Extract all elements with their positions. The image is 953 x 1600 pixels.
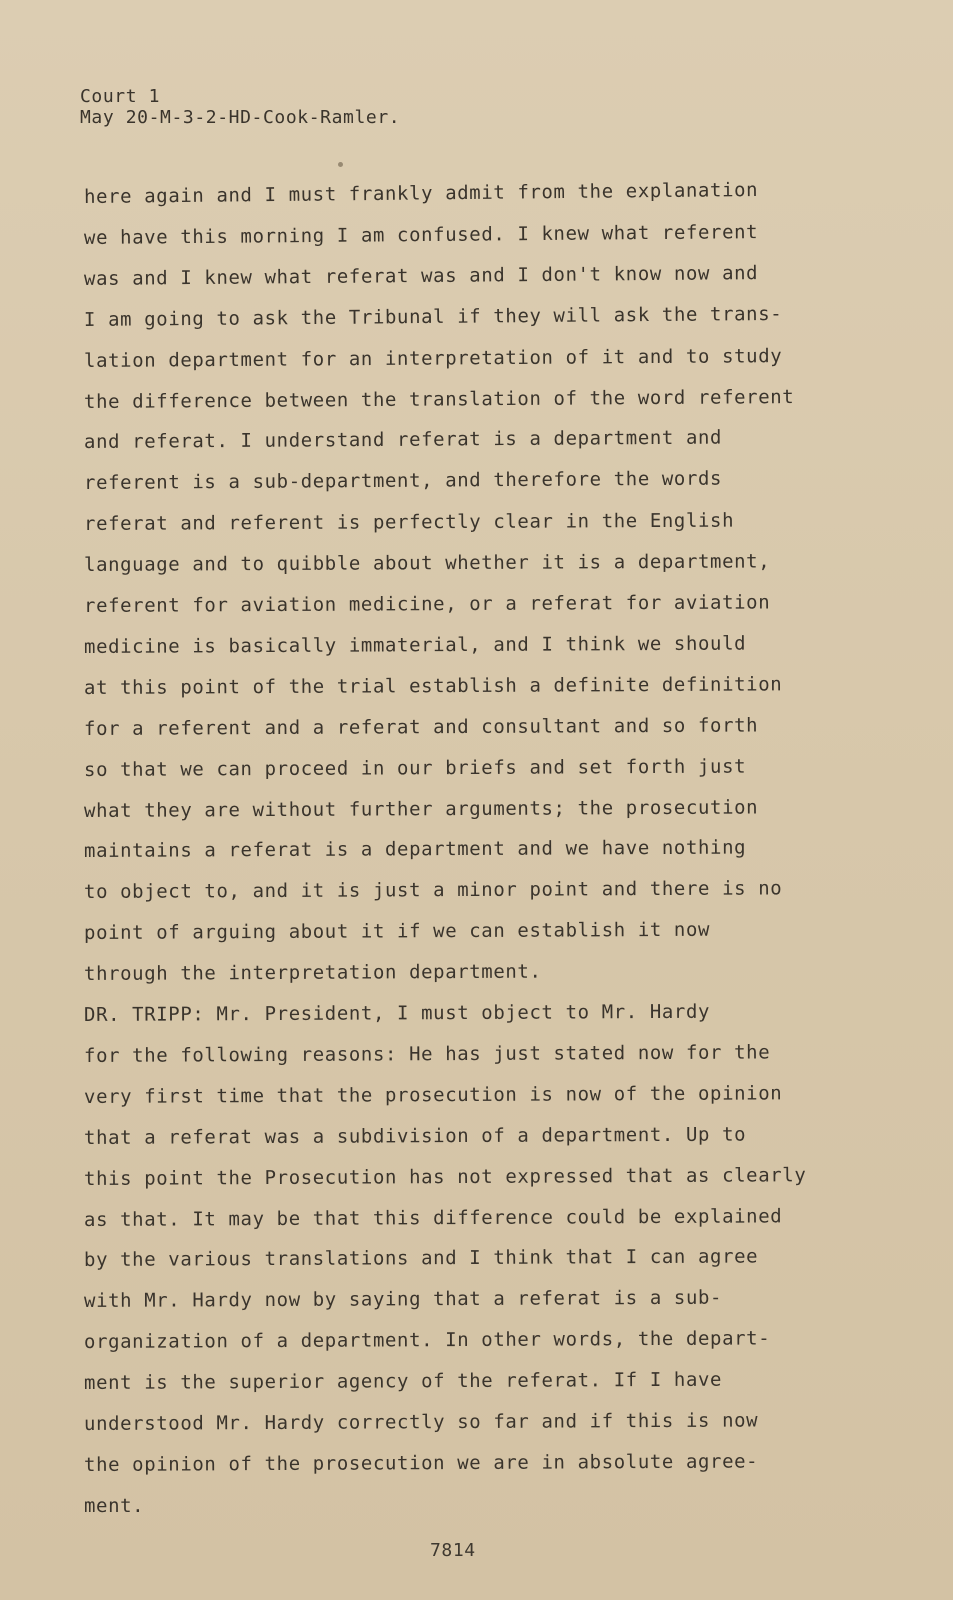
transcript-line: referent for aviation medicine, or a referat for aviation — [83, 591, 771, 617]
transcript-line: DR. TRIPP: Mr. President, I must object to Mr. Hardy — [83, 1000, 711, 1026]
transcript-line: very first time that the prosecution is now of the opinion — [83, 1082, 783, 1108]
transcript-line: I am going to ask the Tribunal if they will ask the trans- — [83, 302, 783, 331]
transcript-line: through the interpretation department. — [83, 960, 542, 986]
page-number: 7814 — [430, 1540, 476, 1561]
session-label: May 20-M-3-2-HD-Cook-Ramler. — [80, 107, 401, 128]
transcript-line: lation department for an interpretation of it and to study — [83, 344, 783, 372]
transcript-line: that a referat was a subdivision of a department. Up to — [83, 1123, 747, 1149]
transcript-line: ment. — [84, 1494, 145, 1517]
transcript-line: and referat. I understand referat is a department and — [83, 426, 723, 454]
transcript-line: for the following reasons: He has just stated now for the — [83, 1041, 771, 1067]
transcript-line: organization of a department. In other words, the depart- — [83, 1327, 771, 1354]
transcript-line: for a referent and a referat and consultant and so forth — [83, 714, 759, 740]
transcript-line: was and I knew what referat was and I don't know now and — [83, 261, 759, 290]
court-label: Court 1 — [80, 86, 161, 107]
transcript-line: referent is a sub-department, and therefore the words — [83, 467, 723, 495]
transcript-line: ment is the superior agency of the referat. If I have — [83, 1368, 723, 1395]
transcript-line: medicine is basically immaterial, and I think we should — [83, 632, 747, 658]
transcript-line: as that. It may be that this difference could be explained — [83, 1204, 783, 1231]
transcript-line: we have this morning I am confused. I knew what referent — [83, 221, 759, 249]
transcript-line: here again and I must frankly admit from the explanation — [83, 178, 759, 208]
transcript-line: the difference between the translation of the word referent — [83, 385, 795, 413]
transcript-line: language and to quibble about whether it is a department, — [83, 550, 771, 577]
ink-speck — [338, 162, 343, 167]
transcript-line: at this point of the trial establish a definite definition — [83, 673, 783, 699]
page-header — [80, 86, 400, 128]
transcript-line: to object to, and it is just a minor point and there is no — [83, 877, 783, 904]
transcript-line: maintains a referat is a department and we have nothing — [83, 836, 747, 863]
transcript-line: what they are without further arguments; the prosecution — [83, 795, 759, 822]
transcript-line: with Mr. Hardy now by saying that a referat is a sub- — [83, 1286, 723, 1313]
transcript-line: point of arguing about it if we can establish it now — [83, 918, 711, 945]
transcript-line: this point the Prosecution has not expressed that as clearly — [83, 1163, 807, 1190]
transcript-line: referat and referent is perfectly clear in the English — [83, 509, 735, 536]
transcript-line: the opinion of the prosecution we are in absolute agree- — [83, 1450, 759, 1476]
transcript-line: by the various translations and I think that I can agree — [83, 1245, 759, 1272]
transcript-line: understood Mr. Hardy correctly so far and if this is now — [83, 1409, 759, 1435]
transcript-line: so that we can proceed in our briefs and set forth just — [83, 755, 747, 781]
